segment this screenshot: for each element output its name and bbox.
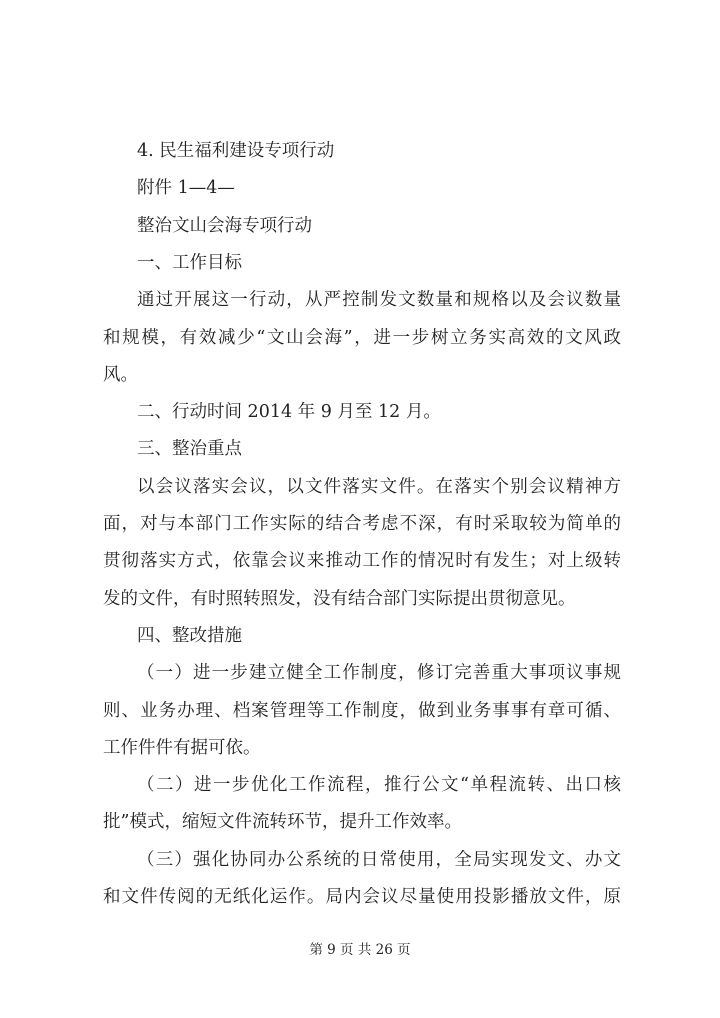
text-line: （二）进一步优化工作流程，推行公文“单程流转、出口核 xyxy=(137,775,621,796)
text-line: 和规模，有效减少“文山会海”，进一步树立务实高效的文风政 xyxy=(103,327,621,348)
text-line: 面，对与本部门工作实际的结合考虑不深，有时采取较为简单的 xyxy=(103,514,621,534)
text-line: 工作件件有据可依。 xyxy=(103,737,261,758)
text-line: 发的文件，有时照转照发，没有结合部门实际提出贯彻意见。 xyxy=(103,588,576,609)
text-line: 风。 xyxy=(103,364,138,385)
text-line: （三）强化协同办公系统的日常使用，全局实现发文、办文 xyxy=(137,849,621,870)
text-line: 附件 1—4— xyxy=(137,178,235,199)
text-line: 和文件传阅的无纸化运作。局内会议尽量使用投影播放文件，原 xyxy=(103,887,621,907)
text-line: 三、整治重点 xyxy=(137,439,242,460)
text-line: 批”模式，缩短文件流转环节，提升工作效率。 xyxy=(103,812,462,833)
text-line: 4. 民生福利建设专项行动 xyxy=(137,141,335,161)
text-line: 通过开展这一行动，从严控制发文数量和规格以及会议数量 xyxy=(137,290,621,311)
text-line: （一）进一步建立健全工作制度，修订完善重大事项议事规 xyxy=(137,663,621,684)
text-line: 四、整改措施 xyxy=(137,625,242,646)
text-line: 一、工作目标 xyxy=(137,252,242,273)
text-line: 贯彻落实方式，依靠会议来推动工作的情况时有发生；对上级转 xyxy=(103,551,621,572)
text-line: 二、行动时间 2014 年 9 月至 12 月。 xyxy=(137,402,441,423)
page-footer: 第 9 页 共 26 页 xyxy=(309,942,411,958)
text-line: 整治文山会海专项行动 xyxy=(137,215,312,236)
text-line: 则、业务办理、档案管理等工作制度，做到业务事事有章可循、 xyxy=(103,700,621,721)
text-line: 以会议落实会议，以文件落实文件。在落实个别会议精神方 xyxy=(137,476,621,497)
